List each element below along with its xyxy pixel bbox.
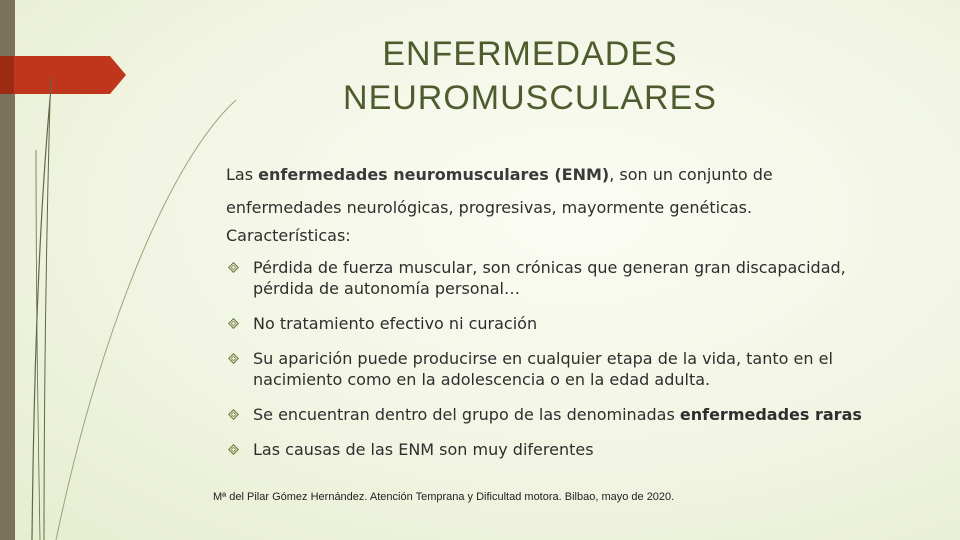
characteristics-heading: Características: [226, 226, 351, 245]
bullet-text: Pérdida de fuerza muscular, son crónicas que generan gran discapacidad, pérdida de autonomía personal… [253, 258, 846, 298]
list-item [226, 257, 906, 299]
slide-title [230, 32, 830, 120]
arrow-banner-shape [0, 56, 126, 94]
list-item [226, 313, 906, 334]
intro-bold-term: enfermedades neuromusculares (ENM) [258, 165, 610, 184]
diamond-outline-icon [228, 318, 239, 329]
diamond-outline-icon [228, 409, 239, 420]
diamond-outline-icon [228, 444, 239, 455]
bullet-text: Se encuentran dentro del grupo de las denominadas [253, 405, 680, 424]
bullet-text: No tratamiento efectivo ni curación [253, 314, 538, 333]
list-item [226, 348, 906, 390]
list-item [226, 439, 906, 460]
title-line-1: ENFERMEDADES [382, 35, 678, 73]
intro-prefix: Las [226, 165, 259, 184]
bullet-bold-term: enfermedades raras [679, 405, 862, 424]
characteristics-list [226, 257, 906, 474]
title-line-2: NEUROMUSCULARES [343, 79, 717, 117]
diamond-outline-icon [228, 353, 239, 364]
intro-paragraph [226, 158, 866, 224]
bullet-text: Su aparición puede producirse en cualquier etapa de la vida, tanto en el nacimiento como en la adolescencia o en la edad adulta. [253, 349, 833, 389]
intro-suffix: , son un conjunto de enfermedades neurológicas, progresivas, mayormente genéticas. [226, 165, 773, 217]
bullet-text: Las causas de las ENM son muy diferentes [253, 440, 594, 459]
diamond-outline-icon [228, 262, 239, 273]
list-item [226, 404, 906, 425]
decorative-lines [0, 0, 240, 540]
footer-credit: Mª del Pilar Gómez Hernández. Atención Temprana y Dificultad motora. Bilbao, mayo de 2020. [213, 491, 675, 503]
